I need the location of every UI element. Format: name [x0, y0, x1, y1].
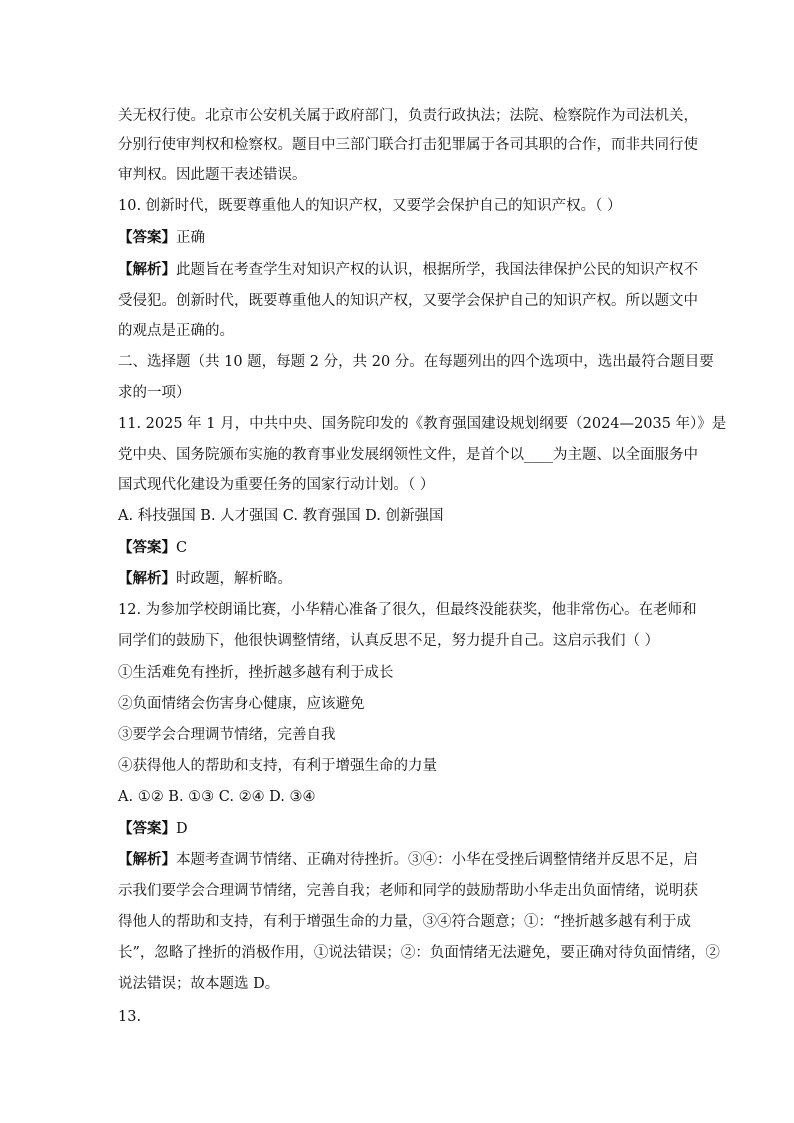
statement-1: ①生活难免有挫折，挫折越多越有利于成长 — [118, 665, 394, 681]
section-heading: 二、选择题（共 10 题，每题 2 分，共 20 分。在每题列出的四个选项中，选出最符合题目要 — [118, 354, 714, 370]
text-line: 得他人的帮助和支持，有利于增强生命的力量，③④符合题意；①：“挫折越多越有利于成 — [118, 914, 691, 930]
text-line: 说法错误；故本题选 D。 — [118, 976, 280, 992]
statement-3: ③要学会合理调节情绪，完善自我 — [118, 727, 336, 743]
text-line: 党中央、国务院颁布实施的教育事业发展纲领性文件，是首个以____为主题、以全面服务中 — [118, 447, 698, 463]
text-line: 同学们的鼓励下，他很快调整情绪，认真反思不足，努力提升自己。这启示我们（ ） — [118, 633, 660, 649]
text-line: 的观点是正确的。 — [118, 323, 234, 339]
section-heading-cont: 求的一项） — [118, 385, 191, 401]
question-13: 13. — [118, 1009, 142, 1025]
text-line: 分别行使审判权和检察权。题目中三部门联合打击犯罪属于各司其职的合作，而非共同行使 — [118, 137, 698, 153]
options-12: A. ①② B. ①③ C. ②④ D. ③④ — [118, 789, 316, 805]
statement-4: ④获得他人的帮助和支持，有利于增强生命的力量 — [118, 758, 437, 774]
statement-2: ②负面情绪会伤害身心健康，应该避免 — [118, 696, 365, 712]
options-11: A. 科技强国 B. 人才强国 C. 教育强国 D. 创新强国 — [118, 508, 444, 524]
analysis-11: 【解析】时政题，解析略。 — [118, 570, 292, 587]
answer-10: 【答案】正确 — [118, 229, 205, 246]
text-line: 长”，忽略了挫折的消极作用，①说法错误；②：负面情绪无法避免，要正确对待负面情绪，② — [118, 945, 720, 961]
question-10: 10. 创新时代，既要尊重他人的知识产权，又要学会保护自己的知识产权。（ ） — [118, 198, 622, 214]
question-12: 12. 为参加学校朗诵比赛，小华精心准备了很久，但最终没能获奖，他非常伤心。在老师和 — [118, 602, 697, 618]
analysis-10: 【解析】此题旨在考查学生对知识产权的认识，根据所学，我国法律保护公民的知识产权不 — [118, 261, 698, 278]
text-line: 关无权行使。北京市公安机关属于政府部门，负责行政执法；法院、检察院作为司法机关， — [118, 108, 698, 124]
text-line: 受侵犯。创新时代，既要尊重他人的知识产权，又要学会保护自己的知识产权。所以题文中 — [118, 293, 698, 309]
text-line: 审判权。因此题干表述错误。 — [118, 167, 307, 183]
answer-12: 【答案】D — [118, 820, 188, 837]
question-11: 11. 2025 年 1 月，中共中央、国务院印发的《教育强国建设规划纲要（2024—2035 年）》是 — [118, 416, 727, 432]
text-line: 国式现代化建设为重要任务的国家行动计划。（ ） — [118, 477, 435, 493]
analysis-12: 【解析】本题考查调节情绪、正确对待挫折。③④：小华在受挫后调整情绪并反思不足，启 — [118, 851, 698, 868]
answer-11: 【答案】C — [118, 539, 188, 556]
text-line: 示我们要学会合理调节情绪，完善自我；老师和同学的鼓励帮助小华走出负面情绪，说明获 — [118, 883, 698, 899]
